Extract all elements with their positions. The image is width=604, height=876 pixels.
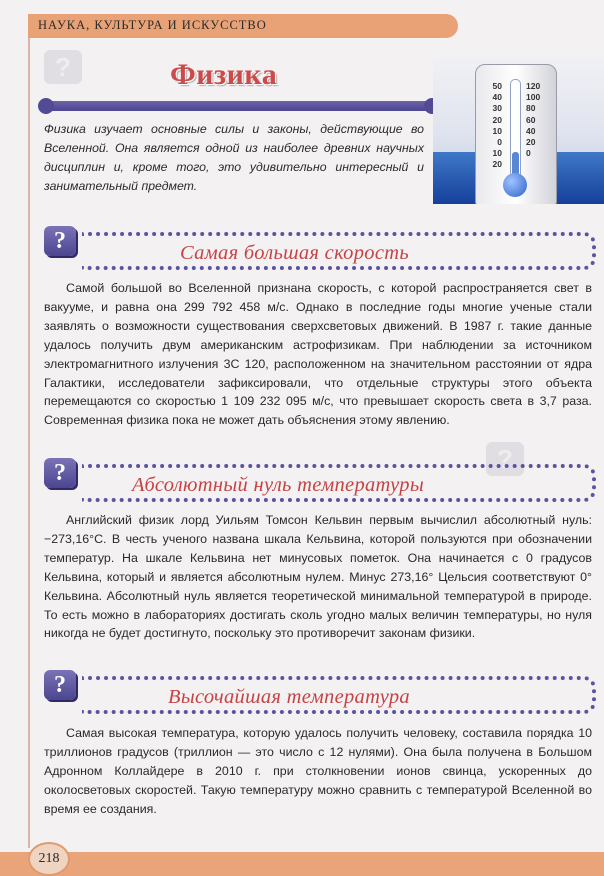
thermometer-bulb <box>503 173 527 197</box>
page-number: 218 <box>28 842 70 876</box>
thermometer-tube <box>510 79 521 181</box>
fahrenheit-scale <box>526 81 550 159</box>
section-title: Самая большая скорость <box>174 242 415 265</box>
fahrenheit-tick-label: 40 <box>526 125 536 136</box>
thermometer-illustration <box>433 52 604 204</box>
fahrenheit-tick-label: 100 <box>526 92 541 103</box>
left-margin-rule <box>28 38 30 848</box>
celsius-tick-label: 0 <box>497 137 502 148</box>
article-intro: Физика изучает основные силы и законы, действующие во Вселенной. Она является одной из наиболее древних научных дисциплин и, кроме того, это удивительно интересный и занимательный предмет. <box>44 122 424 193</box>
section-body: Самая высокая температура, которую удалось получить человеку, составила порядка 10 триллионов градусов (триллион — это число с 12 нулями). Она была получена в Большом Адронном Коллайдере в 2010 г. при столкновении ионов свинца, ускоренных до околосветовых скоростей. Такую температуру можно сравнить с температурой Вселенной во время ее создания. <box>44 726 592 816</box>
section-body: Английский физик лорд Уильям Томсон Кельвин первым вычислил абсолютный нуль: −273,16°С. В честь ученого названа шкала Кельвина, которой пользуются при обозначении температур. На шкале Кельвина нет минусовых пометок. Она начинается с 0 градусов Кельвина, который и является абсолютным нулем. Минус 273,16° Цельсия соответствуют 0° Кельвина. Абсолютный нуль является теоретической минимальной температурой в природе. То есть можно в лабораториях достигать сколь угодно малых величин температуры, но нуля никогда не будет достигнуто, поскольку это противоречит законам физики. <box>44 513 592 641</box>
question-icon: ? <box>44 458 76 488</box>
celsius-tick-label: 50 <box>492 81 502 91</box>
celsius-scale <box>480 81 502 171</box>
section-body: Самой большой во Вселенной признана скорость, с которой распространяется свет в вакууме, и равна она 299 792 458 м/с. Однако в последние годы многие ученые стали заявлять о возможности существования сверхсветовых движений. В 1987 г. такие данные удалось получить двум американским астрофизикам. При наблюдении за источником электромагнитного излучения 3С 120, расположенном на значительном расстоянии от ядра Галактики, исследователи зафиксировали, что отдельные структуры этого объекта перемещаются со скоростью 1 109 232 095 м/с, что превышает скорость света в 3,7 раза. Современная физика пока не может дать объяснения этому явлению. <box>44 281 592 428</box>
fahrenheit-tick-label: 0 <box>526 148 531 159</box>
header-title: НАУКА, КУЛЬТУРА И ИСКУССТВО <box>38 18 267 32</box>
question-icon: ? <box>44 670 76 700</box>
fahrenheit-tick-label: 120 <box>526 81 541 91</box>
fahrenheit-tick-label: 20 <box>526 137 536 148</box>
section-title: Абсолютный нуль температуры <box>126 474 430 497</box>
section-title: Высочайшая температура <box>162 686 416 709</box>
celsius-tick-label: 40 <box>492 92 502 103</box>
ghost-question-icon: ? <box>44 50 82 84</box>
celsius-tick-label: 20 <box>492 159 502 170</box>
article-title: Физика <box>170 58 278 91</box>
fahrenheit-tick-label: 80 <box>526 103 536 114</box>
footer-band <box>0 852 604 876</box>
fahrenheit-tick-label: 60 <box>526 114 536 125</box>
celsius-tick-label: 10 <box>492 148 502 159</box>
celsius-tick-label: 10 <box>492 125 502 136</box>
celsius-tick-label: 20 <box>492 114 502 125</box>
ghost-question-icon: ? <box>486 442 524 476</box>
celsius-tick-label: 30 <box>492 103 502 114</box>
question-icon: ? <box>44 226 76 256</box>
title-underline-bar <box>42 101 436 111</box>
thermometer-body <box>475 64 557 204</box>
